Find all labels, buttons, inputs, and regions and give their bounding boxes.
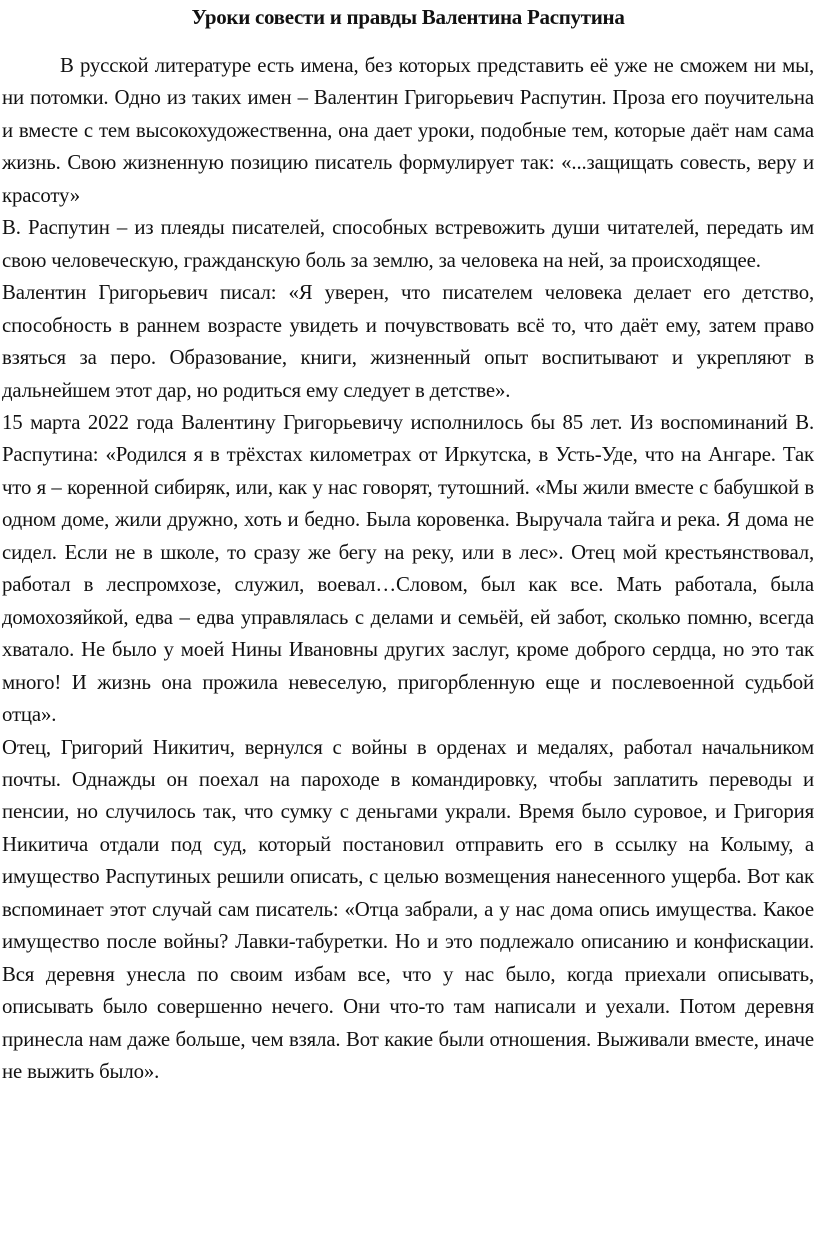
paragraph-intro: В русской литературе есть имена, без которых представить её уже не сможем ни мы, ни потомки. Одно из таких имен – Валентин Григорьевич Распутин. Проза его поучительна и вместе с тем высокохудожественна, она дает уроки, подобные тем, которые даёт нам сама жизнь. Свою жизненную позицию писатель формулирует так: «...защищать совесть, веру и красоту» — [2, 54, 814, 207]
paragraph-writers-pleiad: В. Распутин – из плеяды писателей, способных встревожить души читателей, передать им свою человеческую, гражданскую боль за землю, за человека на ней, за происходящее. — [2, 216, 814, 272]
document-title: Уроки совести и правды Валентина Распутина — [191, 5, 625, 29]
paragraph-father: Отец, Григорий Никитич, вернулся с войны в орденах и медалях, работал начальником почты. Однажды он поехал на пароходе в командировку, чтобы заплатить переводы и пенсии, но случилось так, что сумку с деньгами украли. Время было суровое, и Григория Никитича отдали под суд, который постановил отправить его в ссылку на Колыму, а имущество Распутиных решили описать, с целью возмещения нанесенного ущерба. Вот как вспоминает этот случай сам писатель: «Отца забрали, а у нас дома опись имущества. Какое имущество после войны? Лавки-табуретки. Но и это подлежало описанию и конфискации. Вся деревня унесла по своим избам все, что у нас было, когда приехали описывать, описывать было совершенно нечего. Они что-то там написали и уехали. Потом деревня принесла нам даже больше, чем взяла. Вот какие были отношения. Выживали вместе, иначе не выжить было». — [2, 735, 814, 1084]
paragraph-memoirs: 15 марта 2022 года Валентину Григорьевичу исполнилось бы 85 лет. Из воспоминаний В. Распутина: «Родился я в трёхстах километрах от Иркутска, в Усть-Уде, что на Ангаре. Так что я – коренной сибиряк, или, как у нас говорят, тутошний. «Мы жили вместе с бабушкой в одном доме, жили дружно, хоть и бедно. Была коровенка. Выручала тайга и река. Я дома не сидел. Если не в школе, то сразу же бегу на реку, или в лес». Отец мой крестьянствовал, работал в леспромхозе, служил, воевал…Словом, был как все. Мать работала, была домохозяйкой, едва – едва управлялась с делами и семьёй, ей забот, сколько помню, всегда хватало. Не было у моей Нины Ивановны других заслуг, кроме доброго сердца, но это так много! И жизнь она прожила невеселую, пригорбленную еще и послевоенной судьбой отца». — [2, 410, 814, 727]
document-body — [2, 50, 814, 1089]
paragraph-quote-childhood: Валентин Григорьевич писал: «Я уверен, что писателем человека делает его детство, способность в раннем возрасте увидеть и почувствовать всё то, что даёт ему, затем право взяться за перо. Образование, книги, жизненный опыт воспитывают и укрепляют в дальнейшем этот дар, но родиться ему следует в детстве». — [2, 281, 814, 402]
